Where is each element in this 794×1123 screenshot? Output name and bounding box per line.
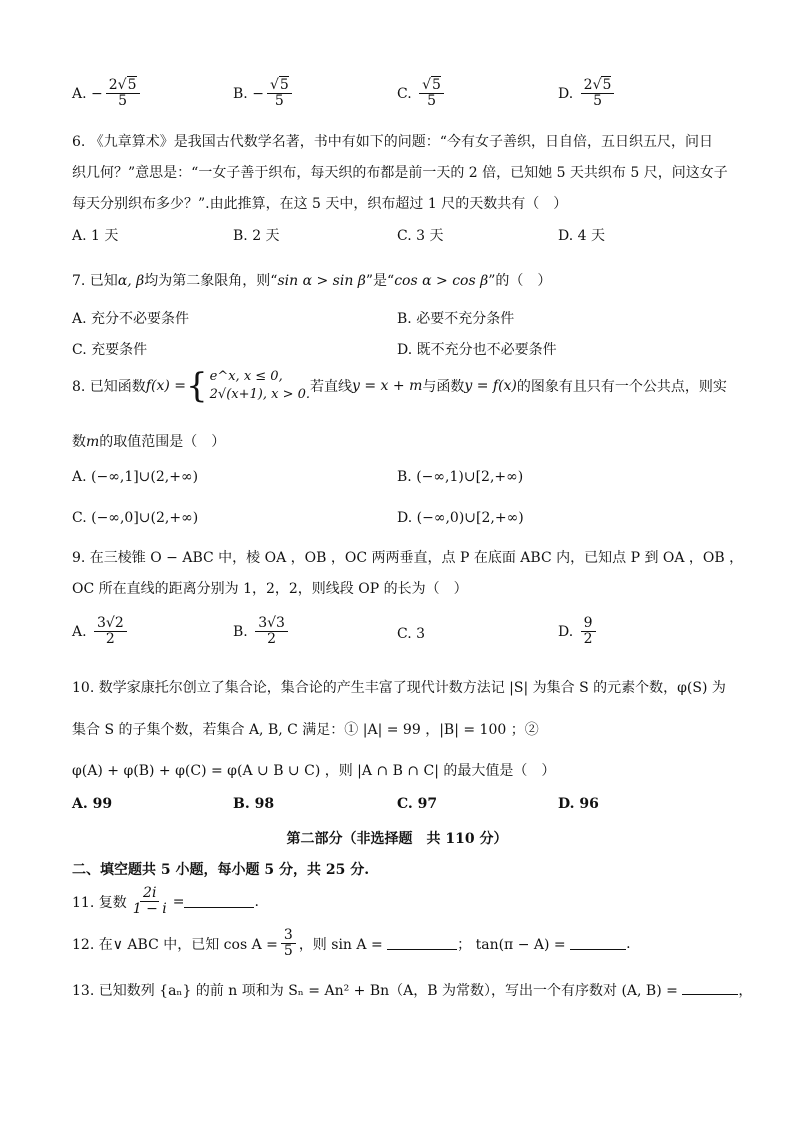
q7-option-d: D. 既不充分也不必要条件 — [397, 342, 557, 358]
q5-option-d: D. $\frac{2√ 5}{5}$ — [558, 78, 617, 110]
q8-option-a: A. (−∞,1]∪(2,+∞) — [72, 469, 199, 485]
q7-stem: 7. 已知α, β均为第二象限角，则“sin α > sin β”是“cos α > cos β”的（ ） — [72, 273, 552, 289]
q7-option-c: C. 充要条件 — [72, 342, 148, 358]
q9-option-d: D. $\frac{9}{2}$ — [558, 616, 599, 648]
q6-line-3: 每天分别织布多少？”.由此推算，在这 5 天中，织布超过 1 尺的天数共有（ ） — [72, 196, 568, 212]
q5-option-a: A. − $\frac{2√ 5}{5}$ — [72, 78, 143, 110]
q11-answer-blank[interactable] — [184, 895, 254, 908]
q11: 11. 复数 $\frac{2i}{1 - i}$ = . — [72, 885, 259, 918]
q9-option-c: C. 3 — [397, 626, 426, 642]
q8-option-c: C. (−∞,0]∪(2,+∞) — [72, 510, 199, 526]
part2-title: 第二部分（非选择题 共 110 分） — [286, 831, 508, 847]
q9-option-b: B. $\frac{3√3}{2}$ — [233, 616, 291, 648]
q10-option-c: C. 97 — [397, 796, 438, 812]
q6-option-b: B. 2 天 — [233, 228, 280, 244]
q9-option-a: A. $\frac{3√2}{2}$ — [72, 616, 130, 648]
q13: 13. 已知数列 {aₙ} 的前 n 项和为 Sₙ = An² + Bn（A，B 为常数），写出一个有序数对 (A, B) = ， — [72, 983, 753, 999]
q7-option-b: B. 必要不充分条件 — [397, 311, 515, 327]
q10-option-d: D. 96 — [558, 796, 599, 812]
q10-line-2: 集合 S 的子集个数，若集合 A, B, C 满足：① |A| = 99 ，|B| = 100 ；② — [72, 722, 539, 738]
q9-line-1: 9. 在三棱锥 O − ABC 中，棱 OA ，OB ，OC 两两垂直，点 P 在底面 ABC 内，已知点 P 到 OA ，OB ， — [72, 550, 744, 566]
q5-option-c: C. √ $\frac{5}{5}$ — [397, 78, 447, 110]
q13-answer-blank[interactable] — [682, 982, 738, 995]
q8-line-2: 数m的取值范围是（ ） — [72, 434, 226, 450]
section2-title: 二、填空题共 5 小题，每小题 5 分，共 25 分. — [72, 862, 370, 878]
q12-answer-blank-2[interactable] — [570, 937, 626, 950]
q12: 12. 在∨ ABC 中，已知 cos A = $\frac{3}{5}$ ，则 sin A = ； tan(π − A) = . — [72, 927, 631, 960]
q12-answer-blank-1[interactable] — [387, 937, 457, 950]
q10-option-a: A. 99 — [72, 796, 113, 812]
q5-option-b: B. − √ $\frac{5}{5}$ — [233, 78, 295, 110]
q8-option-d: D. (−∞,0)∪[2,+∞) — [397, 510, 524, 526]
q6-line-1: 6. 《九章算术》是我国古代数学名著，书中有如下的问题：“今有女子善织，日自倍，五日织五尺，问日 — [72, 134, 713, 150]
q10-line-3: φ(A) + φ(B) + φ(C) = φ(A ∪ B ∪ C) ，则 |A ∩ B ∩ C| 的最大值是（ ） — [72, 763, 556, 779]
q10-option-b: B. 98 — [233, 796, 275, 812]
q9-line-2: OC 所在直线的距离分别为 1，2，2，则线段 OP 的长为（ ） — [72, 581, 468, 597]
q8-option-b: B. (−∞,1)∪[2,+∞) — [397, 469, 524, 485]
q7-option-a: A. 充分不必要条件 — [72, 311, 190, 327]
q6-option-d: D. 4 天 — [558, 228, 605, 244]
q8-stem: 8. 已知函数 f(x) = { e^x, x ≤ 0, 2√(x+1), x > 0. 若直线 y = x + m 与函数 y = f(x) 的图象有且只有一个公共点，则实 — [72, 365, 727, 406]
q6-option-a: A. 1 天 — [72, 228, 119, 244]
q6-option-c: C. 3 天 — [397, 228, 444, 244]
q10-line-1: 10. 数学家康托尔创立了集合论，集合论的产生丰富了现代计数方法记 |S| 为集合 S 的元素个数，φ(S) 为 — [72, 680, 726, 696]
q6-line-2: 织几何？”意思是：“一女子善于织布，每天织的布都是前一天的 2 倍，已知她 5 天共织布 5 尺，问这女子 — [72, 165, 728, 181]
